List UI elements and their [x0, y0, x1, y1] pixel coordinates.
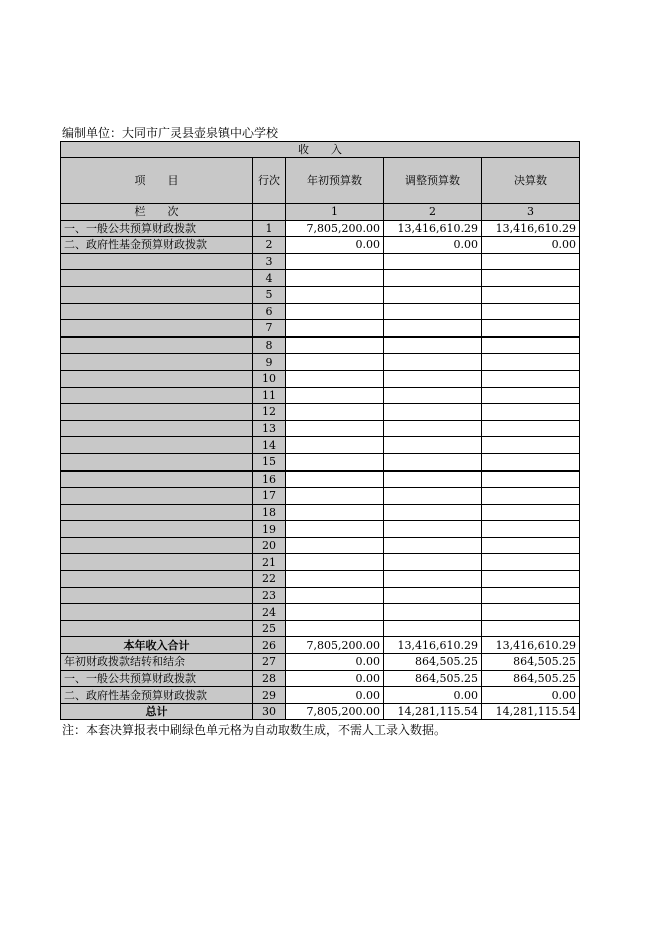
table-row [61, 537, 580, 554]
revenue-table [60, 141, 580, 720]
row-number-cell: 20 [253, 537, 286, 554]
table-row [61, 320, 580, 337]
initial-budget-cell[interactable] [286, 554, 384, 571]
initial-budget-cell[interactable] [286, 253, 384, 270]
row-number-cell: 18 [253, 504, 286, 521]
row-number-cell: 21 [253, 554, 286, 571]
initial-budget-cell[interactable] [286, 337, 384, 354]
final-accounts-cell[interactable]: 0.00 [482, 687, 580, 704]
row-number-cell: 22 [253, 571, 286, 588]
adjusted-budget-cell[interactable] [384, 537, 482, 554]
adjusted-budget-cell[interactable] [384, 320, 482, 337]
initial-budget-cell[interactable] [286, 437, 384, 454]
final-accounts-cell[interactable] [482, 571, 580, 588]
row-number-cell: 6 [253, 303, 286, 320]
final-accounts-cell[interactable] [482, 404, 580, 421]
table-row [61, 404, 580, 421]
adjusted-budget-cell[interactable] [384, 404, 482, 421]
section-header-row [61, 142, 580, 158]
row-label-cell [61, 488, 253, 505]
table-row [61, 270, 580, 287]
table-row [61, 703, 580, 720]
table-row [61, 220, 580, 237]
initial-budget-cell[interactable] [286, 420, 384, 437]
final-accounts-cell[interactable] [482, 420, 580, 437]
row-label-cell [61, 387, 253, 404]
row-label-cell [61, 604, 253, 621]
initial-budget-cell[interactable] [286, 504, 384, 521]
row-label-cell [61, 437, 253, 454]
final-accounts-cell[interactable] [482, 453, 580, 470]
adjusted-budget-cell[interactable]: 864,505.25 [384, 654, 482, 671]
table-row [61, 286, 580, 303]
table-row [61, 354, 580, 371]
table-row [61, 237, 580, 254]
column-index-blank [253, 204, 286, 221]
final-accounts-cell[interactable] [482, 471, 580, 488]
table-row [61, 453, 580, 470]
row-number-cell: 24 [253, 604, 286, 621]
row-label-cell [61, 370, 253, 387]
row-label-cell [61, 587, 253, 604]
row-label-cell: 二、政府性基金预算财政拨款 [61, 687, 253, 704]
adjusted-budget-cell[interactable] [384, 504, 482, 521]
row-number-cell: 29 [253, 687, 286, 704]
table-row [61, 670, 580, 687]
initial-budget-cell[interactable] [286, 387, 384, 404]
initial-budget-cell[interactable] [286, 488, 384, 505]
row-number-cell: 11 [253, 387, 286, 404]
footnote: 注：本套决算报表中刷绿色单元格为自动取数生成，不需人工录入数据。 [62, 723, 447, 737]
initial-budget-cell[interactable]: 7,805,200.00 [286, 220, 384, 237]
table-row [61, 587, 580, 604]
row-label-cell [61, 420, 253, 437]
final-accounts-cell[interactable] [482, 437, 580, 454]
row-number-cell: 26 [253, 637, 286, 654]
final-accounts-cell[interactable] [482, 337, 580, 354]
table-row [61, 370, 580, 387]
row-number-cell: 15 [253, 453, 286, 470]
row-number-cell: 25 [253, 620, 286, 637]
row-label-cell [61, 337, 253, 354]
row-label-cell [61, 554, 253, 571]
final-accounts-cell[interactable] [482, 604, 580, 621]
adjusted-budget-cell[interactable] [384, 471, 482, 488]
row-label-cell: 本年收入合计 [61, 637, 253, 654]
row-number-cell: 17 [253, 488, 286, 505]
table-row [61, 303, 580, 320]
final-accounts-cell[interactable] [482, 387, 580, 404]
row-number-cell: 3 [253, 253, 286, 270]
row-label-cell: 二、政府性基金预算财政拨款 [61, 237, 253, 254]
adjusted-budget-cell[interactable]: 14,281,115.54 [384, 703, 482, 720]
adjusted-budget-cell[interactable] [384, 387, 482, 404]
row-label-cell [61, 521, 253, 538]
row-label-cell [61, 504, 253, 521]
row-number-cell: 9 [253, 354, 286, 371]
adjusted-budget-cell[interactable] [384, 420, 482, 437]
column-index-row [61, 204, 580, 221]
row-number-cell: 1 [253, 220, 286, 237]
row-label-cell [61, 354, 253, 371]
row-number-cell: 8 [253, 337, 286, 354]
row-number-cell: 5 [253, 286, 286, 303]
initial-budget-cell[interactable]: 7,805,200.00 [286, 703, 384, 720]
initial-budget-cell[interactable] [286, 453, 384, 470]
table-row [61, 337, 580, 354]
column-index-3: 3 [482, 204, 580, 221]
column-header-item: 项 目 [61, 158, 253, 204]
adjusted-budget-cell[interactable] [384, 303, 482, 320]
final-accounts-cell[interactable] [482, 504, 580, 521]
adjusted-budget-cell[interactable] [384, 620, 482, 637]
row-number-cell: 12 [253, 404, 286, 421]
initial-budget-cell[interactable] [286, 354, 384, 371]
column-header-final-accounts: 决算数 [482, 158, 580, 204]
adjusted-budget-cell[interactable]: 864,505.25 [384, 670, 482, 687]
final-accounts-cell[interactable] [482, 488, 580, 505]
row-label-cell [61, 320, 253, 337]
column-index-2: 2 [384, 204, 482, 221]
final-accounts-cell[interactable] [482, 554, 580, 571]
row-label-cell [61, 270, 253, 287]
row-number-cell: 10 [253, 370, 286, 387]
row-number-cell: 13 [253, 420, 286, 437]
row-label-cell [61, 404, 253, 421]
initial-budget-cell[interactable]: 0.00 [286, 654, 384, 671]
final-accounts-cell[interactable]: 13,416,610.29 [482, 637, 580, 654]
table-row [61, 571, 580, 588]
row-label-cell [61, 620, 253, 637]
row-label-cell: 年初财政拨款结转和结余 [61, 654, 253, 671]
table-row [61, 554, 580, 571]
row-number-cell: 19 [253, 521, 286, 538]
adjusted-budget-cell[interactable] [384, 521, 482, 538]
column-header-adjusted-budget: 调整预算数 [384, 158, 482, 204]
row-label-cell: 一、一般公共预算财政拨款 [61, 220, 253, 237]
adjusted-budget-cell[interactable] [384, 488, 482, 505]
row-label-cell [61, 537, 253, 554]
final-accounts-cell[interactable]: 0.00 [482, 237, 580, 254]
table-row [61, 437, 580, 454]
initial-budget-cell[interactable] [286, 537, 384, 554]
row-number-cell: 16 [253, 471, 286, 488]
column-header-row [61, 158, 580, 204]
initial-budget-cell[interactable] [286, 620, 384, 637]
final-accounts-cell[interactable]: 864,505.25 [482, 654, 580, 671]
initial-budget-cell[interactable] [286, 270, 384, 287]
initial-budget-cell[interactable] [286, 404, 384, 421]
table-row [61, 488, 580, 505]
final-accounts-cell[interactable]: 864,505.25 [482, 670, 580, 687]
adjusted-budget-cell[interactable]: 0.00 [384, 237, 482, 254]
final-accounts-cell[interactable] [482, 354, 580, 371]
row-label-cell [61, 571, 253, 588]
table-row [61, 420, 580, 437]
adjusted-budget-cell[interactable] [384, 437, 482, 454]
adjusted-budget-cell[interactable] [384, 253, 482, 270]
table-row [61, 253, 580, 270]
initial-budget-cell[interactable] [286, 286, 384, 303]
final-accounts-cell[interactable] [482, 620, 580, 637]
table-row [61, 687, 580, 704]
initial-budget-cell[interactable] [286, 471, 384, 488]
adjusted-budget-cell[interactable] [384, 571, 482, 588]
adjusted-budget-cell[interactable] [384, 604, 482, 621]
adjusted-budget-cell[interactable]: 0.00 [384, 687, 482, 704]
row-label-cell [61, 453, 253, 470]
row-label-cell: 一、一般公共预算财政拨款 [61, 670, 253, 687]
table-row [61, 637, 580, 654]
initial-budget-cell[interactable]: 7,805,200.00 [286, 637, 384, 654]
row-number-cell: 23 [253, 587, 286, 604]
initial-budget-cell[interactable]: 0.00 [286, 687, 384, 704]
initial-budget-cell[interactable] [286, 604, 384, 621]
adjusted-budget-cell[interactable] [384, 286, 482, 303]
final-accounts-cell[interactable] [482, 537, 580, 554]
row-label-cell [61, 471, 253, 488]
table-row [61, 521, 580, 538]
initial-budget-cell[interactable] [286, 303, 384, 320]
adjusted-budget-cell[interactable]: 13,416,610.29 [384, 637, 482, 654]
adjusted-budget-cell[interactable] [384, 370, 482, 387]
row-number-cell: 7 [253, 320, 286, 337]
row-label-cell [61, 303, 253, 320]
adjusted-budget-cell[interactable] [384, 554, 482, 571]
column-index-1: 1 [286, 204, 384, 221]
row-label-cell [61, 253, 253, 270]
initial-budget-cell[interactable]: 0.00 [286, 670, 384, 687]
final-accounts-cell[interactable] [482, 521, 580, 538]
row-number-cell: 2 [253, 237, 286, 254]
column-header-row-no: 行次 [253, 158, 286, 204]
table-row [61, 620, 580, 637]
initial-budget-cell[interactable] [286, 320, 384, 337]
table-row [61, 604, 580, 621]
final-accounts-cell[interactable] [482, 270, 580, 287]
column-header-initial-budget: 年初预算数 [286, 158, 384, 204]
table-row [61, 471, 580, 488]
adjusted-budget-cell[interactable] [384, 587, 482, 604]
row-label-cell: 总计 [61, 703, 253, 720]
final-accounts-cell[interactable]: 14,281,115.54 [482, 703, 580, 720]
initial-budget-cell[interactable] [286, 521, 384, 538]
final-accounts-cell[interactable]: 13,416,610.29 [482, 220, 580, 237]
initial-budget-cell[interactable]: 0.00 [286, 237, 384, 254]
row-number-cell: 14 [253, 437, 286, 454]
adjusted-budget-cell[interactable] [384, 354, 482, 371]
adjusted-budget-cell[interactable] [384, 337, 482, 354]
table-row [61, 387, 580, 404]
row-number-cell: 27 [253, 654, 286, 671]
table-row [61, 654, 580, 671]
initial-budget-cell[interactable] [286, 571, 384, 588]
final-accounts-cell[interactable] [482, 587, 580, 604]
adjusted-budget-cell[interactable] [384, 453, 482, 470]
initial-budget-cell[interactable] [286, 587, 384, 604]
row-label-cell [61, 286, 253, 303]
adjusted-budget-cell[interactable]: 13,416,610.29 [384, 220, 482, 237]
final-accounts-cell[interactable] [482, 286, 580, 303]
initial-budget-cell[interactable] [286, 370, 384, 387]
table-row [61, 504, 580, 521]
row-number-cell: 28 [253, 670, 286, 687]
final-accounts-cell[interactable] [482, 370, 580, 387]
final-accounts-cell[interactable] [482, 320, 580, 337]
section-title: 收 入 [61, 142, 580, 158]
reporting-unit-label: 编制单位：大同市广灵县壶泉镇中心学校 [62, 126, 279, 140]
row-number-cell: 30 [253, 703, 286, 720]
final-accounts-cell[interactable] [482, 303, 580, 320]
column-index-label: 栏 次 [61, 204, 253, 221]
final-accounts-cell[interactable] [482, 253, 580, 270]
adjusted-budget-cell[interactable] [384, 270, 482, 287]
row-number-cell: 4 [253, 270, 286, 287]
